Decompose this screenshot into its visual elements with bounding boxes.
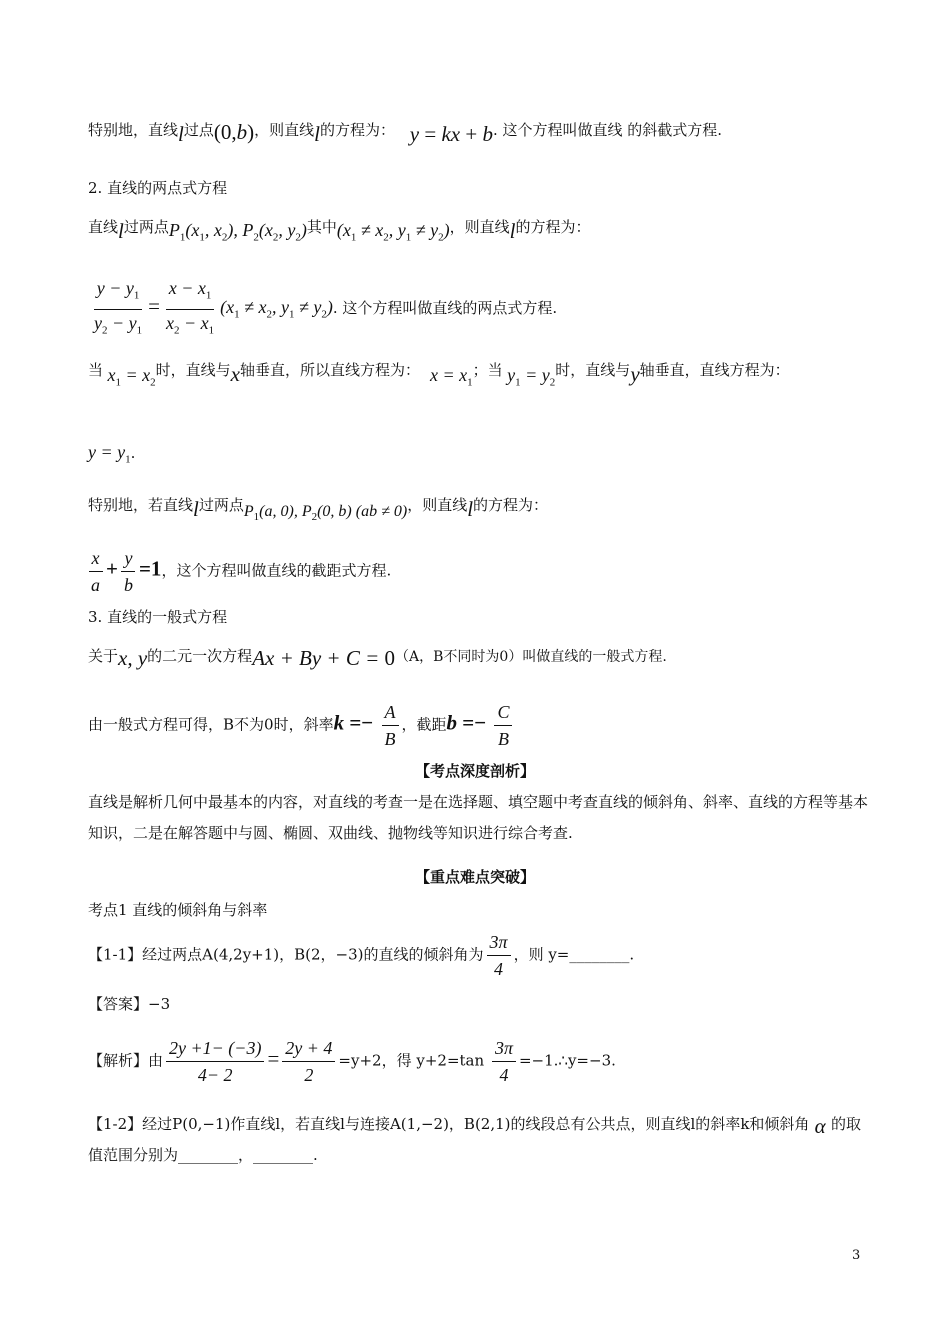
text: ；当 <box>472 361 503 379</box>
heading-breakthrough: 【重点难点突破】 <box>414 868 535 886</box>
text: ，则直线 <box>449 218 510 236</box>
intercept-line: 特别地，若直线l过两点$P_1(a$, 0), $P_2(0$, b) (ab ≠ 0)，则直线l的方程为： <box>88 496 549 524</box>
text: . 这个方程叫做直线的两点式方程. <box>332 299 558 318</box>
text: 轴垂直，直线方程为： <box>639 361 790 379</box>
text: ，则直线 <box>254 121 315 139</box>
text: . 这个方程叫做直线 的斜截式方程. <box>492 121 723 139</box>
text: 特别地，若直线 <box>88 496 194 514</box>
text: 时，直线与 <box>155 361 231 379</box>
heading-analysis: 【考点深度剖析】 <box>414 762 535 780</box>
horizontal-equation: $y = y_1$. <box>88 442 136 466</box>
text: 当 <box>88 361 104 379</box>
text: 关于 <box>88 647 119 665</box>
text: 轴垂直，所以直线方程为： <box>240 361 421 379</box>
text: 时，直线与 <box>555 361 631 379</box>
text: 的方程为： <box>473 496 549 514</box>
text: （A，B不同时为0）叫做直线的一般式方程. <box>395 649 667 665</box>
text: 的方程为： <box>319 121 395 139</box>
section-2-title: 2. 直线的两点式方程 <box>88 179 228 197</box>
text: 特别地，直线 <box>88 121 179 139</box>
two-point-line: 直线l过两点$P_1(x_1$, $x_2$), $P_2(x_2$, $y_2$)其中($x_1 \ne x_2$, $y_1 \ne y_2$)，则直线l的方程为： <box>88 218 591 244</box>
answer-line: 【答案】−3 <box>88 995 171 1013</box>
text: ，则 y=________. <box>513 945 635 964</box>
text: 过两点 <box>123 218 169 236</box>
text: 直线 <box>88 218 119 236</box>
text: 的方程为： <box>515 218 591 236</box>
two-point-formula: $\frac{y - y_1}{y_2 - y_1}$ = $\frac{x - x_1}{x_2 - x_1}$ ($x_1 \ne x_2$, $y_1 \ne y_2$). 这个方程叫做直线的两点式方程. <box>94 278 558 337</box>
text: ，则直线 <box>407 496 468 514</box>
slope-from-general-line: 由一般式方程可得，B不为0时，斜率k =− $\frac{A}{B}$ ，截距b =− $\frac{C}{B}$ <box>88 700 515 751</box>
intercept-formula: $\frac{x}{a}$ + $\frac{y}{b}$ =1，这个方程叫做直线的截距式方程. <box>88 546 391 597</box>
analysis-paragraph: 直线是解析几何中最基本的内容，对直线的考查一是在选择题、填空题中考查直线的倾斜角、斜率、直线的方程等基本知识，二是在解答题中与圆、椭圆、双曲线、抛物线等知识进行综合考查. <box>88 793 869 842</box>
text: 其中 <box>306 218 337 236</box>
page-number: 3 <box>852 1248 861 1263</box>
general-form-line: 关于x, y的二元一次方程Ax + By + C = 0（A，B不同时为0）叫做直线的一般式方程. <box>88 646 667 670</box>
text: 过点 <box>183 121 214 139</box>
text: 由一般式方程可得，B不为0时，斜率 <box>88 715 334 734</box>
text: ，这个方程叫做直线的截距式方程. <box>161 561 392 580</box>
slope-intercept-line: 特别地，直线l过点(0,b)，则直线l的方程为： y = kx + b. 这个方程叫做直线 的斜截式方程. <box>88 120 723 146</box>
text: 的取值范围分别为________，________. <box>88 1115 861 1164</box>
question-1-1: 【1-1】经过两点A(4,2y+1)，B(2，−3)的直线的倾斜角为 $\frac{3\pi}{4}$ ，则 y=________. <box>88 932 635 979</box>
solution-line: 【解析】由 $\frac{2y +1- (-3)}{4- 2}$ = $\frac{2y + 4}{2}$ =y+2，得 y+2=tan $\frac{3\pi}{4}$ =−1.∴y=−3. <box>88 1038 616 1085</box>
text: 的二元一次方程 <box>147 647 253 665</box>
section-3-title: 3. 直线的一般式方程 <box>88 608 228 626</box>
text: 【1-1】经过两点A(4,2y+1)，B(2，−3)的直线的倾斜角为 <box>88 945 484 964</box>
text: 过两点 <box>198 496 244 514</box>
question-1-2: 【1-2】经过P(0,−1)作直线l，若直线l与连接A(1,−2)，B(2,1)的线段总有公共点，则直线l的斜率k和倾斜角 α 的取值范围分别为________，________. <box>88 1114 861 1164</box>
text: ，截距 <box>401 715 447 734</box>
text: 【1-2】经过P(0,−1)作直线l，若直线l与连接A(1,−2)，B(2,1)的线段总有公共点，则直线l的斜率k和倾斜角 <box>88 1115 810 1133</box>
key-point-1-title: 考点1 直线的倾斜角与斜率 <box>88 901 268 919</box>
text: y+2=tan <box>416 1051 485 1070</box>
text: 【解析】由 <box>88 1051 164 1070</box>
text: =y+2，得 <box>338 1051 412 1070</box>
vertical-case-line: 当 $x_1 = x_2$时，直线与x轴垂直，所以直线方程为： $x = x_1$；当 $y_1 = y_2$时，直线与y轴垂直，直线方程为： <box>88 361 790 389</box>
text: =−1.∴y=−3 <box>518 1051 612 1070</box>
